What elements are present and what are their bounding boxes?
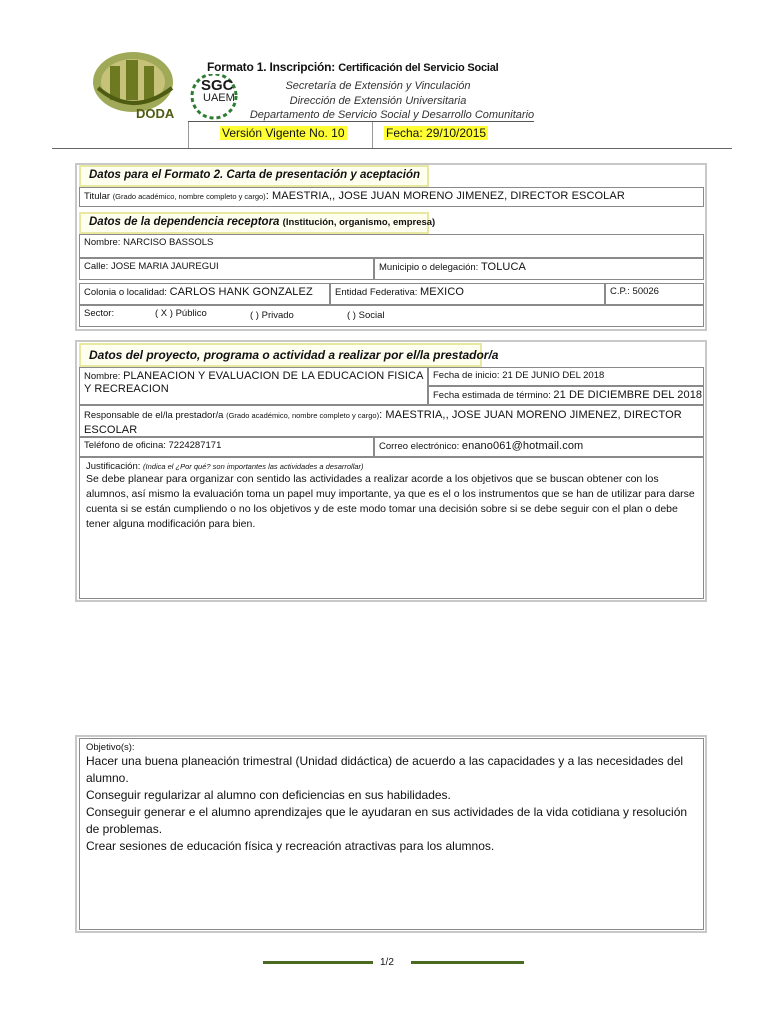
municipio-value: TOLUCA — [480, 261, 526, 273]
cp-value: 50026 — [632, 286, 659, 297]
version-divider-mid — [372, 122, 373, 148]
proyecto-nombre-cell — [79, 367, 428, 405]
calle-value: JOSE MARIA JAUREGUI — [110, 261, 219, 272]
telefono-label: Teléfono de oficina: — [84, 440, 166, 451]
responsable-row — [79, 405, 704, 437]
page-number: 1/2 — [380, 957, 394, 968]
titular-row — [79, 187, 704, 207]
proyecto-nombre-label: Nombre: — [84, 371, 121, 382]
objetivo-4: Crear sesiones de educación física y recreación atractivas para los alumnos. — [86, 839, 495, 853]
dept-line-1: Secretaría de Extensión y Vinculación — [285, 80, 471, 92]
dept-line-2: Dirección de Extensión Universitaria — [289, 95, 467, 107]
format-title-main: Formato 1. Inscripción: — [207, 60, 336, 74]
objetivo-1: Hacer una buena planeación trimestral (Unidad didáctica) de acuerdo a las capacidades y a las necesidades del alumno. — [86, 754, 684, 785]
fecha-termino-value: 21 DE DICIEMBRE DEL 2018 — [553, 389, 703, 401]
uaem-logo — [88, 48, 183, 123]
telefono-value: 7224287171 — [168, 440, 222, 451]
section2-heading — [79, 212, 436, 234]
format-title — [207, 60, 499, 74]
sector-privado-option[interactable]: ( ) Privado — [250, 310, 294, 321]
correo-value: enano061@hotmail.com — [461, 440, 584, 452]
responsable-label: Responsable de el/la prestador/a — [84, 410, 224, 421]
correo-label: Correo electrónico: — [379, 441, 460, 452]
sector-row — [79, 305, 704, 327]
top-rule — [52, 148, 732, 149]
sector-publico-option[interactable]: ( X ) Público — [155, 308, 207, 319]
proyecto-nombre-value: PLANEACION Y EVALUACION DE LA EDUCACION FISICA Y RECREACION — [84, 370, 423, 395]
footer-rule-left — [263, 961, 373, 964]
titular-value: : MAESTRIA,, JOSE JUAN MORENO JIMENEZ, DIRECTOR ESCOLAR — [265, 190, 625, 202]
justificacion-hint: (Indica el ¿Por qué? son importantes las actividades a desarrollar) — [143, 462, 364, 471]
cp-cell — [605, 283, 704, 305]
colonia-label: Colonia o localidad: — [84, 287, 167, 298]
fecha-inicio-cell — [428, 367, 704, 386]
municipio-cell — [374, 258, 704, 280]
fecha-termino-cell — [428, 386, 704, 405]
fecha-inicio-label: Fecha de inicio: — [433, 370, 500, 381]
justificacion-box[interactable] — [79, 457, 704, 599]
version-date: Fecha: 29/10/2015 — [386, 126, 487, 140]
version-divider-left — [188, 122, 189, 148]
calle-cell — [79, 258, 374, 280]
header-rule — [188, 121, 534, 122]
responsable-value: : MAESTRIA,, JOSE JUAN MORENO JIMENEZ, DIRECTOR ESCOLAR — [84, 409, 682, 436]
correo-cell — [374, 437, 704, 457]
titular-label: Titular — [84, 191, 111, 202]
fecha-termino-label: Fecha estimada de término: — [433, 390, 551, 401]
justificacion-text: Se debe planear para organizar con sentido las actividades a realizar acorde a los objetivos que se buscan obtener con los alumnos, así mismo la evaluación toma un papel muy importante, ya que es el o los instrumentos que se han de utilizar para darse cuenta si se están cumpliendo o no los objetivos y de este modo tomar una decisión sobre si se debe seguir con el plan o debe tener alguna modificación para bien. — [86, 473, 695, 530]
colonia-cell — [79, 283, 330, 305]
fecha-inicio-value: 21 DE JUNIO DEL 2018 — [502, 370, 605, 381]
sgc-logo-text: SGC — [201, 77, 234, 94]
section2-heading-hint: (Institución, organismo, empresa) — [282, 217, 436, 228]
entidad-label: Entidad Federativa: — [335, 287, 418, 298]
doda-logo-text: DODA — [136, 106, 175, 121]
objetivo-3: Conseguir generar e el alumno aprendizajes que le ayudaran en sus actividades de la vida cotidiana y resolución de problemas. — [86, 805, 688, 836]
telefono-cell — [79, 437, 374, 457]
titular-hint: (Grado académico, nombre completo y cargo) — [112, 192, 266, 201]
objetivos-label: Objetivo(s): — [86, 742, 135, 753]
objetivo-2: Conseguir regularizar al alumno con deficiencias en sus habilidades. — [86, 788, 451, 802]
nombre-label: Nombre: — [84, 237, 121, 248]
section2-heading-title: Datos de la dependencia receptora — [89, 216, 280, 228]
entidad-cell — [330, 283, 605, 305]
nombre-value: NARCISO BASSOLS — [123, 237, 214, 248]
colonia-value: CARLOS HANK GONZALEZ — [169, 286, 313, 298]
entidad-value: MEXICO — [420, 286, 465, 298]
format-title-sub: Certificación del Servicio Social — [338, 62, 499, 74]
responsable-hint: (Grado académico, nombre completo y cargo) — [226, 411, 380, 420]
section1-heading: Datos para el Formato 2. Carta de presentación y aceptación — [79, 165, 429, 187]
version-label: Versión Vigente No. 10 — [222, 126, 345, 140]
nombre-dependencia-row — [79, 234, 704, 258]
sgc-logo-sub: UAEM — [203, 92, 235, 104]
objetivos-field[interactable] — [79, 738, 704, 930]
section3-heading: Datos del proyecto, programa o actividad a realizar por el/la prestador/a — [79, 343, 482, 367]
dept-line-3: Departamento de Servicio Social y Desarrollo Comunitario — [249, 109, 535, 121]
sector-label: Sector: — [84, 308, 115, 319]
sector-social-option[interactable]: ( ) Social — [347, 310, 385, 321]
footer-rule-right — [411, 961, 524, 964]
justificacion-label: Justificación: — [86, 461, 141, 472]
calle-label: Calle: — [84, 261, 109, 272]
municipio-label: Municipio o delegación: — [379, 262, 479, 273]
cp-label: C.P.: — [610, 286, 630, 297]
